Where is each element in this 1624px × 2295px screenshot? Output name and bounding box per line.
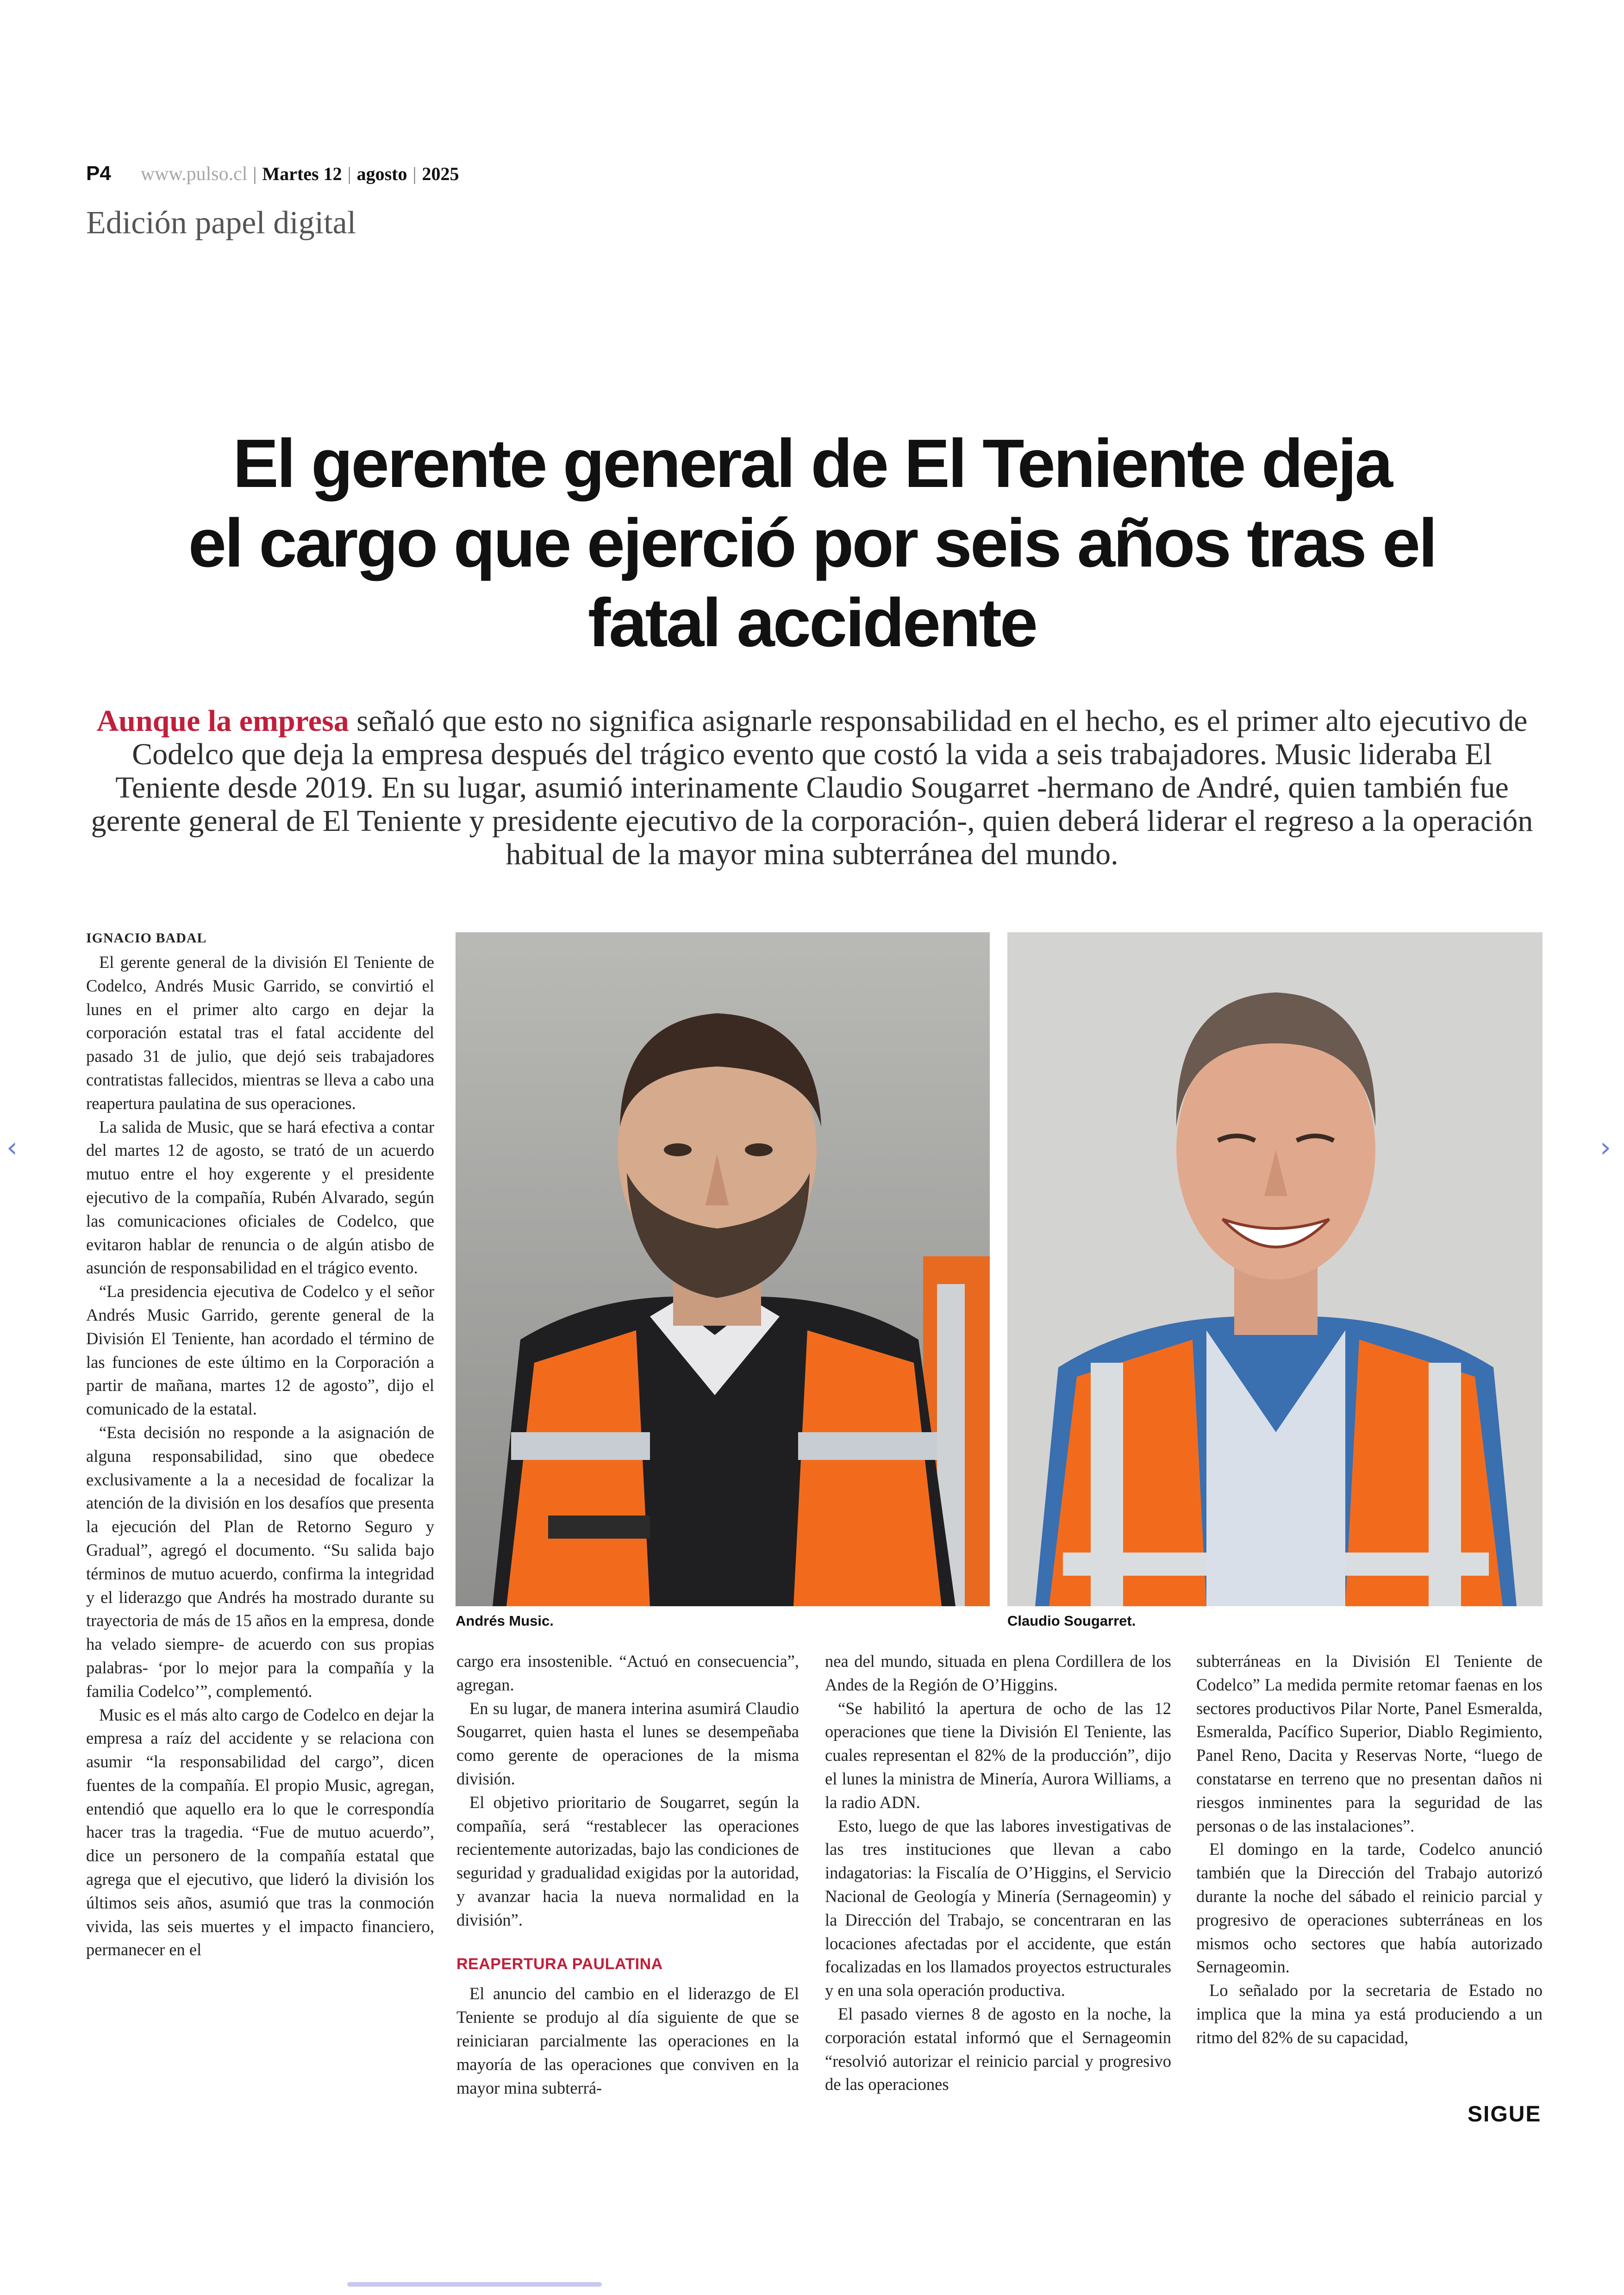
paragraph: El pasado viernes 8 de agosto en la noche, la corporación estatal informó que el Sernageomin “resolvió autorizar el reinicio parcial y progresivo de las operaciones xyxy=(825,2004,1171,2094)
headline-line: el cargo que ejerció por seis años tras el xyxy=(188,505,1436,581)
paragraph: La salida de Music, que se hará efectiva a contar del martes 12 de agosto, se trató de un acuerdo mutuo entre el hoy exgerente y el presidente ejecutivo de la compañía, Rubén Alvarado, según las comunicaciones oficiales de Codelco, que evitaron hablar de renuncia o de algún atisbo de asunción de responsabilidad en el trágico evento. xyxy=(86,1117,434,1278)
horizontal-scrollbar[interactable] xyxy=(347,2282,602,2287)
issue-month: agosto xyxy=(356,163,407,184)
paragraph: nea del mundo, situada en plena Cordillera de los Andes de la Región de O’Higgins. xyxy=(825,1652,1171,1694)
headline xyxy=(79,424,1545,663)
continue-label: SIGUE xyxy=(1468,2102,1542,2127)
paragraph: “La presidencia ejecutiva de Codelco y el señor Andrés Music Garrido, gerente general de la División El Teniente, han acordado el término de las funciones de este último en la Corporación a partir de mañana, martes 12 de agosto”, dijo el comunicado de la estatal. xyxy=(86,1282,434,1419)
lead-highlight: Aunque la empresa xyxy=(96,704,349,738)
photo-andres-music xyxy=(456,932,990,1606)
paragraph: En su lugar, de manera interina asumirá Claudio Sougarret, quien hasta el lunes se desempeñaba como gerente de operaciones de la misma división. xyxy=(456,1698,799,1788)
article-column-2 xyxy=(456,1650,799,2100)
paragraph: Esto, luego de que las labores investigativas de las tres instituciones que llevan a cabo indagatorias: la Fiscalía de O’Higgins, el Servicio Nacional de Geología y Minería (Sernageomin) y la Dirección del Trabajo, se concentraran en las locaciones afectadas por el accidente, que están focalizadas en los llamados proyectos estructurales y en una sola operación productiva. xyxy=(825,1816,1171,2000)
issue-day: Martes 12 xyxy=(262,163,342,184)
paragraph: subterráneas en la División El Teniente de Codelco” La medida permite retomar faenas en los sectores productivos Pilar Norte, Panel Esmeralda, Esmeralda, Pacífico Superior, Diablo Regimiento, Panel Reno, Dacita y Reservas Norte, “luego de constatarse en terreno que no presentan daños ni riesgos inminentes para la seguridad de las personas o de las instalaciones”. xyxy=(1196,1652,1543,1835)
paragraph: El anuncio del cambio en el liderazgo de El Teniente se produjo al día siguiente de que se reiniciaran parcialmente las operaciones en la mayoría de las operaciones que conviven en la mayor mina subterrá- xyxy=(456,1984,799,2097)
headline-line: fatal accidente xyxy=(587,585,1037,661)
paragraph: El objetivo prioritario de Sougarret, según la compañía, será “restablecer las operaciones recientemente autorizadas, bajo las condiciones de seguridad y gradualidad exigidas por la autoridad, y avanzar hacia la nueva normalidad en la división”. xyxy=(456,1792,799,1929)
photo-caption: Claudio Sougarret. xyxy=(1007,1613,1136,1629)
paragraph: cargo era insostenible. “Actuó en consecuencia”, agregan. xyxy=(456,1652,799,1694)
portrait-illustration xyxy=(456,932,990,1606)
paragraph: “Esta decisión no responde a la asignación de alguna responsabilidad, sino que obedece exclusivamente a la a necesidad de focalizar la atención de la división en los desafíos que presenta la ejecución del Plan de Retorno Seguro y Gradual”, agregó el documento. “Su salida bajo términos de mutuo acuerdo, confirma la integridad y el liderazgo que Andrés ha mostrado durante su trayectoria de más de 15 años en la empresa, donde ha velado siempre- de acuerdo con sus propias palabras- ‘por lo mejor para la compañía y la familia Codelco’”, complementó. xyxy=(86,1422,434,1701)
portrait-illustration xyxy=(1007,932,1543,1606)
headline-line: El gerente general de El Teniente deja xyxy=(233,425,1391,502)
paragraph: El domingo en la tarde, Codelco anunció también que la Dirección del Trabajo autorizó durante la noche del sábado el reinicio parcial y progresivo de operaciones subterráneas en los mismos ocho sectores que había autorizado Sernageomin. xyxy=(1196,1840,1543,1977)
article-column-1 xyxy=(86,951,434,1962)
chevron-left-icon[interactable]: ‹ xyxy=(6,1131,18,1164)
article-column-4 xyxy=(1196,1650,1543,2050)
page-header: P4 www.pulso.cl | Martes 12 | agosto | 2025 xyxy=(86,162,459,185)
paragraph: El gerente general de la división El Teniente de Codelco, Andrés Music Garrido, se convirtió el lunes en el primer alto cargo en dejar la corporación estatal tras el fatal accidente del pasado 31 de julio, que dejó seis trabajadores contratistas fallecidos, mientras se lleva a cabo una reapertura paulatina de sus operaciones. xyxy=(86,953,434,1113)
chevron-right-icon[interactable]: › xyxy=(1600,1131,1611,1164)
page-number: P4 xyxy=(86,162,111,185)
paragraph: “Se habilitó la apertura de ocho de las 12 operaciones que tiene la División El Teniente, las cuales representan el 82% de la producción”, dijo el lunes la ministra de Minería, Aurora Williams, a la radio ADN. xyxy=(825,1698,1171,1812)
paragraph: Lo señalado por la secretaria de Estado no implica que la mina ya está produciendo a un ritmo del 82% de su capacidad, xyxy=(1196,1981,1543,2047)
photo-claudio-sougarret xyxy=(1007,932,1543,1606)
photo-caption: Andrés Music. xyxy=(456,1613,554,1629)
site-url[interactable]: www.pulso.cl xyxy=(140,163,248,185)
issue-year: 2025 xyxy=(422,163,459,184)
section-subhead: REAPERTURA PAULATINA xyxy=(456,1955,663,1973)
paragraph: Music es el más alto cargo de Codelco en dejar la empresa a raíz del accidente y se relaciona con asumir “la responsabilidad del cargo”, dicen fuentes de la compañía. El propio Music, agregan, entendió que aquello era lo que le correspondía hacer tras la tragedia. “Fue de mutuo acuerdo”, dice un personero de la compañía estatal que agrega que el ejecutivo, que lideró la división los últimos seis años, asumió que tras la conmoción vivida, las seis muertes y el impacto financiero, permanecer en el xyxy=(86,1705,434,1959)
byline: IGNACIO BADAL xyxy=(86,930,207,946)
lead-text: señaló que esto no significa asignarle responsabilidad en el hecho, es el primer alto ejecutivo de Codelco que deja la empresa después del trágico evento que costó la vida a seis trabajadores. Music lideraba El Teniente desde 2019. En su lugar, asumió interinamente Claudio Sougarret -hermano de André, quien también fue gerente general de El Teniente y presidente ejecutivo de la corporación-, quien deberá liderar el regreso a la operación habitual de la mayor mina subterránea del mundo. xyxy=(91,704,1533,871)
lead-paragraph xyxy=(91,705,1533,871)
edition-label: Edición papel digital xyxy=(86,205,356,241)
article-column-3 xyxy=(825,1650,1171,2096)
